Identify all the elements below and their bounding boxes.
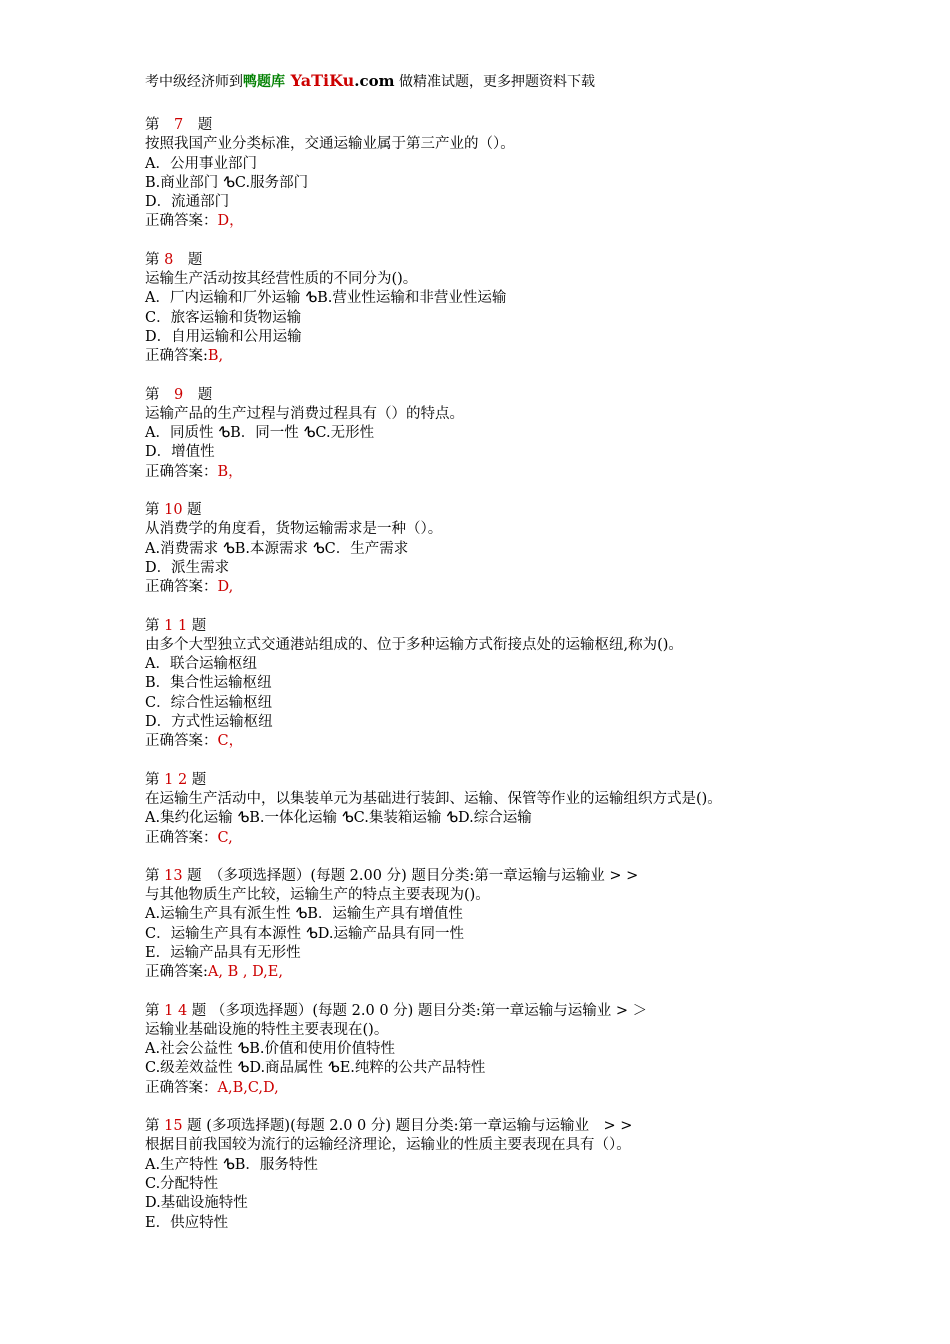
- question-title-prefix: 第: [145, 1002, 165, 1019]
- answer-line: [145, 463, 865, 482]
- option-line: A.消费需求 ᕹB.本源需求 ᕹC．生产需求: [145, 540, 409, 557]
- question-title: [145, 771, 865, 790]
- option-line: D．自用运输和公用运输: [145, 328, 302, 345]
- question-number: 13: [164, 867, 183, 884]
- option-line: A.社会公益性 ᕹB.价值和使用价值特性: [145, 1041, 395, 1058]
- question-stem: 运输产品的生产过程与消费过程具有（）的特点。: [145, 405, 464, 422]
- question-stem: 与其他物质生产比较，运输生产的特点主要表现为()。: [145, 887, 490, 904]
- question-number: 1 2: [164, 771, 188, 788]
- question-block: [145, 771, 865, 848]
- option-line: A．同质性 ᕹB．同一性 ᕹC.无形性: [145, 425, 375, 442]
- question-block: [145, 617, 865, 752]
- answer-line: [145, 212, 865, 231]
- question-title-suffix: 题 （多项选择题）(每题 2.00 分) 题目分类:第一章运输与运输业 > >: [182, 867, 639, 884]
- question-title-suffix: 题 (多项选择题)(每题 2.0 0 分) 题目分类:第一章运输与运输业 > >: [182, 1118, 633, 1135]
- answer-label: 正确答案：: [145, 579, 218, 596]
- question-title: [145, 1117, 865, 1136]
- question-stem: 运输业基础设施的特性主要表现在()。: [145, 1021, 389, 1038]
- answer-line: [145, 829, 865, 848]
- question-title-prefix: 第: [145, 386, 174, 403]
- answer-label: 正确答案：: [145, 829, 218, 846]
- option-line: E．运输产品具有无形性: [145, 944, 301, 961]
- question-title-suffix: 题 （多项选择题）(每题 2.0 0 分) 题目分类:第一章运输与运输业 > ＞: [187, 1002, 648, 1019]
- question-title: [145, 386, 865, 405]
- answer-line: [145, 347, 865, 366]
- question-title: [145, 1002, 865, 1021]
- question-title: [145, 501, 865, 520]
- question-title-suffix: 题: [182, 502, 202, 519]
- answer-value: A, B , D,E,: [207, 964, 283, 981]
- question-number: 1 1: [164, 617, 188, 634]
- option-line: D．派生需求: [145, 559, 230, 576]
- option-line: D．流通部门: [145, 194, 230, 211]
- option-line: C．运输生产具有本源性 ᕹD.运输产品具有同一性: [145, 925, 464, 942]
- option-line: B．集合性运输枢纽: [145, 675, 272, 692]
- question-title-suffix: 题: [183, 117, 213, 133]
- question-block: [145, 1117, 865, 1233]
- header-site-name[interactable]: 鸭题库: [243, 74, 285, 90]
- question-block: [145, 1002, 865, 1098]
- question-title-prefix: 第: [145, 502, 165, 519]
- option-line: C.分配特性: [145, 1175, 219, 1192]
- question-stem: 由多个大型独立式交通港站组成的、位于多种运输方式衔接点处的运输枢纽,称为()。: [145, 636, 683, 653]
- question-title: [145, 617, 865, 636]
- question-number: 15: [164, 1118, 183, 1135]
- option-line: D．增值性: [145, 444, 215, 461]
- question-number: 7: [174, 117, 184, 133]
- question-number: 1 4: [164, 1002, 188, 1019]
- question-number: 10: [164, 502, 183, 519]
- answer-value: A,B,C,D,: [217, 1079, 279, 1096]
- question-title-prefix: 第: [145, 1118, 165, 1135]
- header-suffix: 做精准试题，更多押题资料下载: [394, 74, 595, 90]
- question-block: [145, 867, 865, 983]
- option-line: D．方式性运输枢纽: [145, 714, 273, 731]
- answer-label: 正确答案:: [145, 964, 208, 981]
- question-title-prefix: 第: [145, 867, 165, 884]
- question-list: [145, 116, 865, 1252]
- answer-label: 正确答案：: [145, 213, 218, 230]
- header-prefix: 考中级经济师到: [145, 74, 243, 90]
- option-line: A.生产特性 ᕹB．服务特性: [145, 1156, 318, 1173]
- answer-line: [145, 1079, 865, 1098]
- question-title-suffix: 题: [187, 771, 207, 788]
- question-title-prefix: 第: [145, 117, 174, 133]
- option-line: B.商业部门 ᕹC.服务部门: [145, 174, 309, 191]
- answer-label: 正确答案：: [145, 733, 218, 750]
- question-title: [145, 251, 865, 270]
- question-stem: 从消费学的角度看，货物运输需求是一种（）。: [145, 521, 443, 538]
- question-block: [145, 386, 865, 482]
- question-block: [145, 251, 865, 367]
- question-stem: 在运输生产活动中，以集装单元为基础进行装卸、运输、保管等作业的运输组织方式是()。: [145, 790, 722, 807]
- answer-line: [145, 732, 865, 751]
- page-header: [145, 71, 595, 91]
- answer-label: 正确答案：: [145, 463, 218, 480]
- option-line: A．厂内运输和厂外运输 ᕹB.营业性运输和非营业性运输: [145, 290, 507, 307]
- question-stem: 运输生产活动按其经营性质的不同分为()。: [145, 271, 418, 288]
- answer-value: C,: [217, 829, 233, 846]
- answer-label: 正确答案：: [145, 1079, 218, 1096]
- question-number: 9: [174, 386, 184, 403]
- question-number: 8: [164, 251, 174, 268]
- question-title-suffix: 题: [187, 617, 207, 634]
- answer-value: C，: [217, 733, 244, 750]
- option-line: E．供应特性: [145, 1214, 229, 1231]
- question-title-prefix: 第: [145, 771, 165, 788]
- answer-value: D,: [217, 579, 234, 596]
- option-line: C．综合性运输枢纽: [145, 694, 273, 711]
- answer-value: B,: [207, 348, 224, 365]
- answer-line: [145, 578, 865, 597]
- option-line: A．公用事业部门: [145, 155, 257, 172]
- question-title: [145, 116, 865, 135]
- question-block: [145, 116, 865, 232]
- question-title-suffix: 题: [173, 251, 203, 268]
- answer-value: B，: [217, 463, 243, 480]
- option-line: D.基础设施特性: [145, 1195, 248, 1212]
- option-line: A．联合运输枢纽: [145, 656, 257, 673]
- answer-value: D，: [217, 213, 244, 230]
- option-line: C.级差效益性 ᕹD.商品属性 ᕹE.纯粹的公共产品特性: [145, 1060, 486, 1077]
- option-line: C．旅客运输和货物运输: [145, 309, 302, 326]
- question-block: [145, 501, 865, 597]
- option-line: A.运输生产具有派生性 ᕹB．运输生产具有增值性: [145, 906, 463, 923]
- question-stem: 按照我国产业分类标准，交通运输业属于第三产业的（）。: [145, 136, 515, 153]
- question-title-prefix: 第: [145, 617, 165, 634]
- header-domain[interactable]: .com: [354, 72, 395, 90]
- question-title-suffix: 题: [183, 386, 213, 403]
- answer-label: 正确答案:: [145, 348, 208, 365]
- question-title-prefix: 第: [145, 251, 165, 268]
- question-title: [145, 867, 865, 886]
- question-stem: 根据目前我国较为流行的运输经济理论，运输业的性质主要表现在具有（）。: [145, 1137, 631, 1154]
- option-line: A.集约化运输 ᕹB.一体化运输 ᕹC.集装箱运输 ᕹD.综合运输: [145, 810, 532, 827]
- header-brand[interactable]: YaTiKu: [285, 71, 355, 90]
- answer-line: [145, 963, 865, 982]
